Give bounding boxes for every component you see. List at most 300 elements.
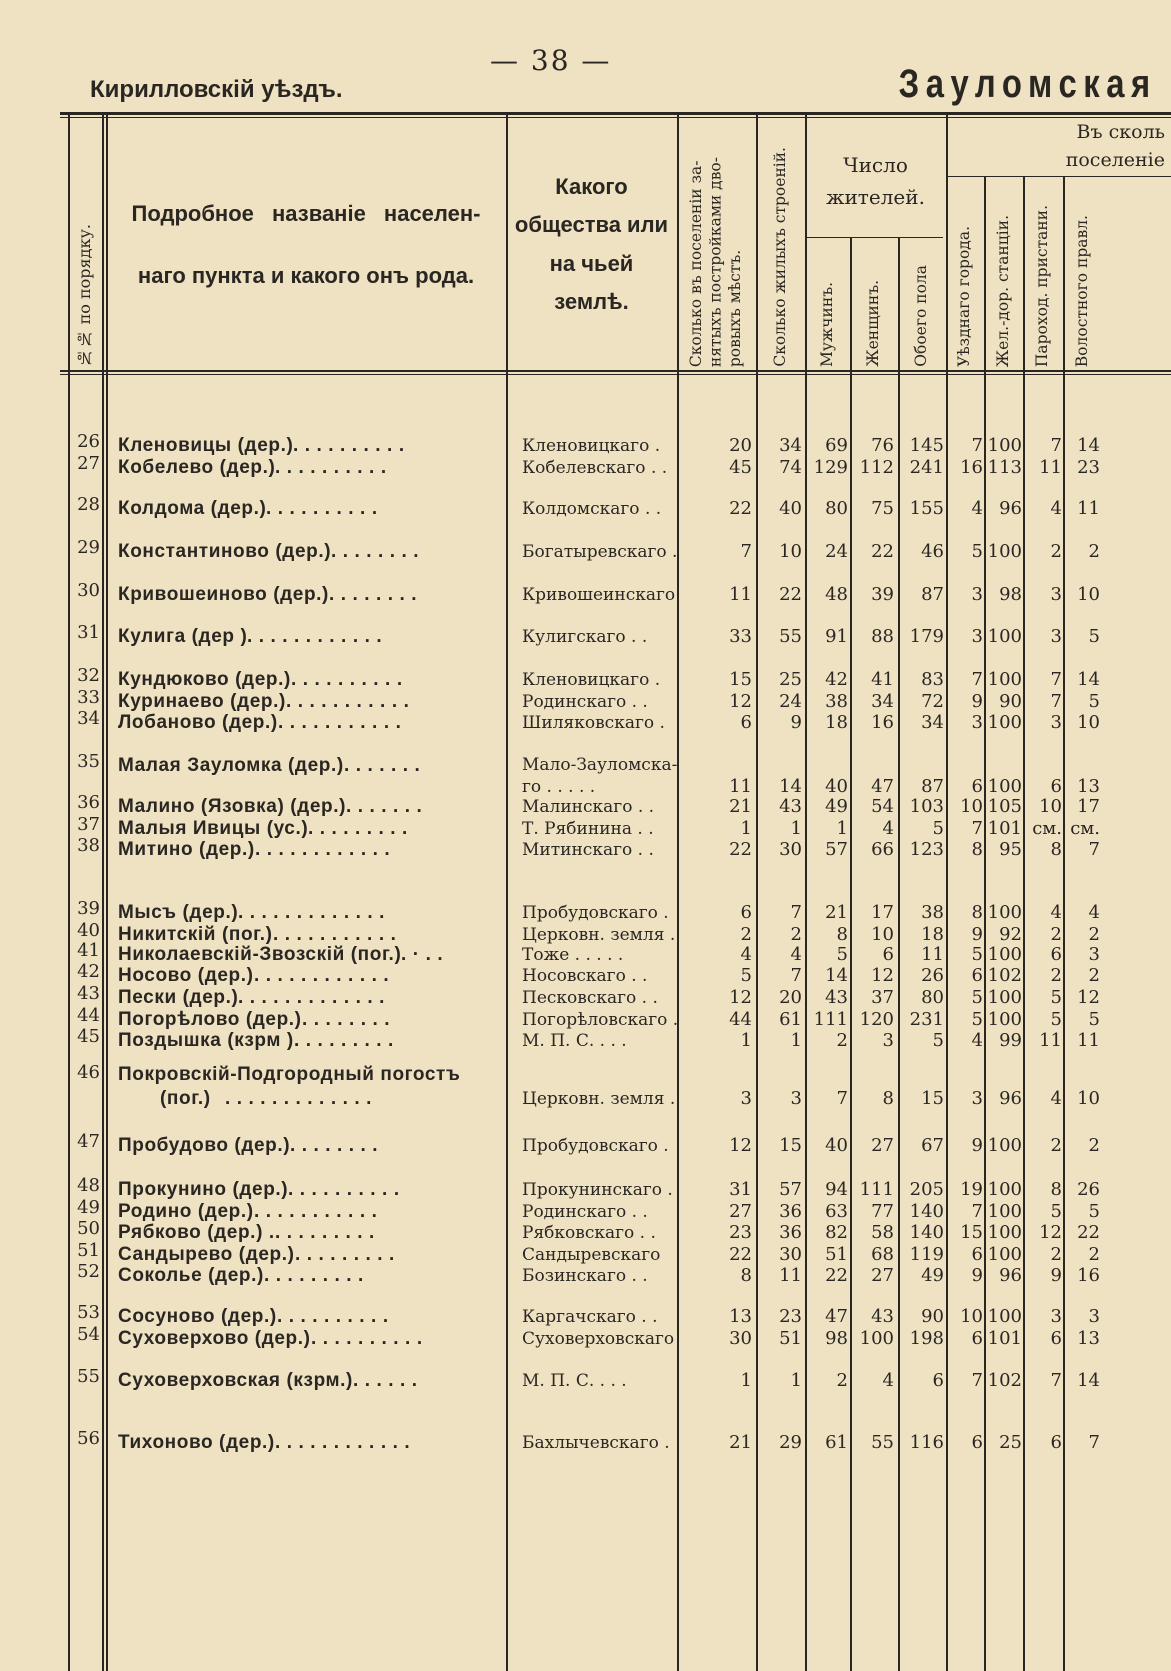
row-number: 31	[77, 622, 100, 643]
buildings-count: 1	[790, 1030, 802, 1051]
men-count: 7	[836, 1088, 848, 1109]
households-count: 33	[729, 626, 752, 647]
buildings-count: 9	[790, 712, 802, 733]
buildings-count: 20	[779, 987, 802, 1008]
place-name: Митино (дер.)	[118, 839, 255, 860]
place-name: Поздышка (кзрм )	[118, 1030, 294, 1051]
dist-town: 9	[971, 924, 983, 945]
row-number: 50	[77, 1218, 100, 1239]
both-count: 179	[909, 626, 944, 647]
header-bottom-rule	[60, 370, 1171, 372]
women-count: 34	[871, 691, 894, 712]
dist-volost: 13	[1077, 776, 1100, 797]
society-name-cont: Церковн. земля .	[522, 1089, 676, 1109]
col-header-men: Мужчинъ.	[817, 282, 836, 367]
dist-volost: 2	[1088, 541, 1100, 562]
buildings-count: 1	[790, 1370, 802, 1391]
society-name: Пробудовскаго .	[522, 903, 669, 923]
dist-rail: 100	[987, 1222, 1022, 1243]
leader-dots: . . . . . . . . . .	[293, 435, 405, 456]
dist-town: 7	[971, 435, 983, 456]
households-count: 1	[740, 1030, 752, 1051]
dist-volost: 10	[1077, 584, 1100, 605]
men-count: 111	[813, 1009, 848, 1030]
place-name: Сандырево (дер.)	[118, 1244, 295, 1265]
dist-town: 8	[971, 839, 983, 860]
buildings-count: 40	[779, 498, 802, 519]
dist-rail: 100	[987, 435, 1022, 456]
dist-rail: 96	[999, 498, 1022, 519]
dist-volost: 10	[1077, 712, 1100, 733]
dist-pier: 2	[1050, 965, 1062, 986]
dist-volost: 12	[1077, 987, 1100, 1008]
col-header-buildings: Сколько жилыхъ строеній.	[770, 147, 789, 367]
dist-pier: 3	[1050, 584, 1062, 605]
col-header-name: Подробное названіе населен- наго пункта и какого онъ рода.	[131, 200, 481, 288]
women-count: 6	[882, 944, 894, 965]
leader-dots: . . . . . . .	[344, 755, 421, 776]
dist-pier: 11	[1039, 1030, 1062, 1051]
society-name: Малинскаго . .	[522, 797, 655, 817]
households-count: 23	[729, 1222, 752, 1243]
society-name: М. П. С. . . .	[522, 1031, 627, 1051]
households-count: 45	[729, 457, 752, 478]
dist-pier: 9	[1050, 1265, 1062, 1286]
dist-pier: 8	[1050, 1179, 1062, 1200]
dist-volost: 2	[1088, 965, 1100, 986]
place-name: Покровскій-Подгородный погостъ	[118, 1064, 461, 1085]
society-name: Митинскаго . .	[522, 840, 654, 860]
men-count: 42	[825, 669, 848, 690]
households-count: 31	[729, 1179, 752, 1200]
row-number: 30	[77, 580, 100, 601]
dist-group-rule	[948, 176, 1171, 177]
households-count: 13	[729, 1306, 752, 1327]
men-count: 18	[825, 712, 848, 733]
place-name: Пробудово (дер.)	[118, 1135, 291, 1156]
women-count: 4	[882, 1370, 894, 1391]
buildings-count: 43	[779, 796, 802, 817]
both-count: 34	[921, 712, 944, 733]
dist-town: 19	[960, 1179, 983, 1200]
men-count: 14	[825, 965, 848, 986]
dist-pier: 5	[1050, 1201, 1062, 1222]
buildings-count: 15	[779, 1135, 802, 1156]
col-header-distance: Въ сколь поселеніе	[1065, 121, 1165, 171]
both-count: 26	[921, 965, 944, 986]
place-name-cont: (пог.)	[160, 1088, 211, 1109]
row-number: 34	[77, 708, 100, 729]
both-count: 231	[909, 1009, 944, 1030]
volost-heading: Зауломская	[898, 62, 1157, 106]
place-name: Родино (дер.)	[118, 1201, 254, 1222]
dist-town: 3	[971, 584, 983, 605]
row-number: 56	[77, 1428, 100, 1449]
dist-volost: 7	[1088, 1432, 1100, 1453]
dist-volost: 11	[1077, 498, 1100, 519]
society-name: Песковскаго . .	[522, 988, 658, 1008]
dist-rail: 100	[987, 776, 1022, 797]
dist-volost: 23	[1077, 457, 1100, 478]
society-name: Сандыревскаго	[522, 1245, 661, 1265]
dist-volost: 2	[1088, 924, 1100, 945]
row-number: 46	[77, 1062, 100, 1083]
row-number: 43	[77, 983, 100, 1004]
both-count: 11	[921, 944, 944, 965]
dist-pier: 12	[1039, 1222, 1062, 1243]
dist-pier: 7	[1050, 669, 1062, 690]
dist-pier: 2	[1050, 1135, 1062, 1156]
buildings-count: 10	[779, 541, 802, 562]
society-name: Т. Рябинина . .	[522, 819, 654, 839]
men-count: 48	[825, 584, 848, 605]
dist-volost: 22	[1077, 1222, 1100, 1243]
dist-town: 9	[971, 1265, 983, 1286]
row-number: 39	[77, 898, 100, 919]
dist-volost: 14	[1077, 1370, 1100, 1391]
place-name: Малая Зауломка (дер.)	[118, 755, 344, 776]
dist-town: 6	[971, 776, 983, 797]
dist-volost: 5	[1088, 1201, 1100, 1222]
households-count: 1	[740, 818, 752, 839]
households-count: 12	[729, 691, 752, 712]
dist-town: 7	[971, 818, 983, 839]
buildings-count: 30	[779, 1244, 802, 1265]
dist-volost: 10	[1077, 1088, 1100, 1109]
men-count: 51	[825, 1244, 848, 1265]
society-name: Церковн. земля .	[522, 925, 676, 945]
both-count: 205	[909, 1179, 944, 1200]
buildings-count: 57	[779, 1179, 802, 1200]
society-name: Прокунинскаго .	[522, 1180, 673, 1200]
households-count: 22	[729, 1244, 752, 1265]
buildings-count: 29	[779, 1432, 802, 1453]
men-count: 8	[836, 924, 848, 945]
dist-rail: 100	[987, 712, 1022, 733]
men-count: 49	[825, 796, 848, 817]
dist-pier: 3	[1050, 1306, 1062, 1327]
dist-pier: 3	[1050, 712, 1062, 733]
place-name: Лобаново (дер.)	[118, 712, 278, 733]
dist-volost: 14	[1077, 669, 1100, 690]
dist-pier: 10	[1039, 796, 1062, 817]
leader-dots: . . . . . . . . . .	[288, 1179, 400, 1200]
women-count: 58	[871, 1222, 894, 1243]
men-count: 57	[825, 839, 848, 860]
row-number: 49	[77, 1197, 100, 1218]
buildings-count: 24	[779, 691, 802, 712]
dist-town: 4	[971, 498, 983, 519]
society-name: Каргачскаго . .	[522, 1307, 658, 1327]
leader-dots: . . . . . . . . .	[275, 1222, 375, 1243]
buildings-count: 25	[779, 669, 802, 690]
place-name: Пески (дер.)	[118, 987, 239, 1008]
dist-pier: 11	[1039, 457, 1062, 478]
households-count: 1	[740, 1370, 752, 1391]
society-name: Родинскаго . .	[522, 1202, 648, 1222]
dist-volost: 7	[1088, 839, 1100, 860]
leader-dots: . . . . . . . . . . . .	[247, 626, 383, 647]
men-count: 69	[825, 435, 848, 456]
leader-dots: . . . . . . . . . .	[266, 498, 378, 519]
leader-dots: . . . . . . . . . . . .	[255, 839, 391, 860]
place-name: Рябково (дер.) .	[118, 1222, 275, 1243]
place-name: Кундюково (дер.)	[118, 669, 291, 690]
dist-pier: 3	[1050, 626, 1062, 647]
men-count: 80	[825, 498, 848, 519]
leader-dots: . . . . . . . . .	[308, 818, 408, 839]
census-table	[60, 112, 1171, 1671]
dist-town: 6	[971, 1432, 983, 1453]
women-count: 10	[871, 924, 894, 945]
row-number: 55	[77, 1366, 100, 1387]
buildings-count: 3	[790, 1088, 802, 1109]
buildings-count: 2	[790, 924, 802, 945]
leader-dots: . . . . . . . . . . .	[286, 691, 410, 712]
leader-dots: . . . . . . . . . .	[275, 457, 387, 478]
women-count: 27	[871, 1135, 894, 1156]
households-count: 3	[740, 1088, 752, 1109]
dist-rail: 100	[987, 669, 1022, 690]
society-name: М. П. С. . . .	[522, 1371, 627, 1391]
buildings-count: 7	[790, 902, 802, 923]
both-count: 90	[921, 1306, 944, 1327]
both-count: 145	[909, 435, 944, 456]
women-count: 22	[871, 541, 894, 562]
dist-rail: 101	[987, 1328, 1022, 1349]
dist-rail: 100	[987, 1135, 1022, 1156]
dist-volost: 26	[1077, 1179, 1100, 1200]
leader-dots: . . . . . . . . . .	[311, 1328, 423, 1349]
buildings-count: 61	[779, 1009, 802, 1030]
dist-town: 6	[971, 1328, 983, 1349]
men-count: 94	[825, 1179, 848, 1200]
buildings-count: 1	[790, 818, 802, 839]
both-count: 87	[921, 776, 944, 797]
row-number: 54	[77, 1324, 100, 1345]
men-count: 61	[825, 1432, 848, 1453]
buildings-count: 22	[779, 584, 802, 605]
men-count: 38	[825, 691, 848, 712]
households-count: 6	[740, 902, 752, 923]
leader-dots: . . . . . . . . . .	[291, 669, 403, 690]
place-name: Константиново (дер.)	[118, 541, 332, 562]
women-count: 47	[871, 776, 894, 797]
both-count: 72	[921, 691, 944, 712]
men-count: 63	[825, 1201, 848, 1222]
both-count: 198	[909, 1328, 944, 1349]
men-count: 40	[825, 1135, 848, 1156]
men-count: 91	[825, 626, 848, 647]
men-count: 43	[825, 987, 848, 1008]
dist-pier: 4	[1050, 498, 1062, 519]
society-name: Рябковскаго . .	[522, 1223, 656, 1243]
men-count: 22	[825, 1265, 848, 1286]
row-number: 37	[77, 814, 100, 835]
dist-town: 5	[971, 987, 983, 1008]
society-name: Родинскаго . .	[522, 692, 648, 712]
dist-rail: 90	[999, 691, 1022, 712]
both-count: 38	[921, 902, 944, 923]
place-name: Прокунино (дер.)	[118, 1179, 289, 1200]
page-number: — 38 —	[490, 44, 612, 77]
leader-dots: . . . . . . . .	[302, 1009, 391, 1030]
dist-town: 7	[971, 1370, 983, 1391]
households-count: 12	[729, 987, 752, 1008]
buildings-count: 4	[790, 944, 802, 965]
leader-dots: . . . . . . . . . .	[277, 1306, 389, 1327]
leader-dots: . . . . . . . . . . . . .	[225, 1088, 372, 1109]
women-count: 88	[871, 626, 894, 647]
both-count: 5	[932, 818, 944, 839]
dist-town: 3	[971, 712, 983, 733]
both-count: 6	[932, 1370, 944, 1391]
buildings-count: 51	[779, 1328, 802, 1349]
women-count: 3	[882, 1030, 894, 1051]
buildings-count: 30	[779, 839, 802, 860]
buildings-count: 36	[779, 1201, 802, 1222]
col-header-women: Женщинъ.	[864, 280, 883, 367]
men-count: 1	[836, 818, 848, 839]
dist-town: 6	[971, 1244, 983, 1265]
women-count: 43	[871, 1306, 894, 1327]
both-count: 119	[909, 1244, 944, 1265]
dist-town: 4	[971, 1030, 983, 1051]
dist-volost: 3	[1088, 944, 1100, 965]
dist-rail: 100	[987, 944, 1022, 965]
dist-town: 3	[971, 626, 983, 647]
row-number: 41	[77, 940, 100, 961]
buildings-count: 74	[779, 457, 802, 478]
both-count: 87	[921, 584, 944, 605]
society-name: Кобелевскаго . .	[522, 458, 668, 478]
dist-volost: 4	[1088, 902, 1100, 923]
header-bottom-rule-thin	[60, 374, 1171, 375]
dist-rail: 100	[987, 1179, 1022, 1200]
dist-rail: 105	[987, 796, 1022, 817]
place-name: Колдома (дер.)	[118, 498, 267, 519]
society-name: Шиляковскаго .	[522, 713, 665, 733]
women-count: 77	[871, 1201, 894, 1222]
buildings-count: 55	[779, 626, 802, 647]
both-count: 241	[909, 457, 944, 478]
place-name: Кобелево (дер.)	[118, 457, 276, 478]
both-count: 46	[921, 541, 944, 562]
leader-dots: . . . . . . . .	[331, 541, 420, 562]
households-count: 6	[740, 712, 752, 733]
dist-volost: см.	[1070, 818, 1100, 839]
dist-rail: 25	[999, 1432, 1022, 1453]
dist-pier: 2	[1050, 541, 1062, 562]
both-count: 83	[921, 669, 944, 690]
place-name: Тихоново (дер.)	[118, 1432, 275, 1453]
dist-pier: 6	[1050, 1328, 1062, 1349]
dist-town: 6	[971, 965, 983, 986]
place-name: Мысъ (дер.)	[118, 902, 239, 923]
dist-rail: 102	[987, 1370, 1022, 1391]
leader-dots: . . . . . . . . . . .	[278, 712, 402, 733]
dist-rail: 95	[999, 839, 1022, 860]
buildings-count: 11	[779, 1265, 802, 1286]
col-header-both: Обоего пола	[912, 265, 931, 367]
women-count: 41	[871, 669, 894, 690]
society-name: Богатыревскаго .	[522, 542, 678, 562]
dist-volost: 5	[1088, 1009, 1100, 1030]
society-name: Кривошеинскаго	[522, 585, 676, 605]
dist-volost: 5	[1088, 626, 1100, 647]
row-number: 47	[77, 1131, 100, 1152]
men-count: 47	[825, 1306, 848, 1327]
dist-pier: 2	[1050, 1244, 1062, 1265]
col-header-town: Уѣзднаго города.	[955, 226, 974, 367]
women-count: 54	[871, 796, 894, 817]
leader-dots: . . . . . . . . . . .	[273, 924, 397, 945]
dist-town: 3	[971, 1088, 983, 1109]
row-number: 40	[77, 920, 100, 941]
society-name: Тоже . . . . .	[522, 945, 624, 965]
leader-dots: . . . . . . . . . . . . .	[238, 987, 385, 1008]
men-count: 40	[825, 776, 848, 797]
dist-volost: 13	[1077, 1328, 1100, 1349]
dist-town: 5	[971, 944, 983, 965]
households-count: 27	[729, 1201, 752, 1222]
leader-dots: . . . . . . . . . . . .	[254, 965, 390, 986]
dist-rail: 100	[987, 902, 1022, 923]
women-count: 17	[871, 902, 894, 923]
dist-pier: 6	[1050, 944, 1062, 965]
women-count: 39	[871, 584, 894, 605]
society-name: Бозинскаго . .	[522, 1266, 648, 1286]
women-count: 16	[871, 712, 894, 733]
women-count: 100	[859, 1328, 894, 1349]
leader-dots: . . . . . .	[353, 1370, 418, 1391]
place-name: Малино (Язовка) (дер.)	[118, 796, 347, 817]
dist-town: 9	[971, 1135, 983, 1156]
leader-dots: . . . . . . . .	[329, 584, 418, 605]
place-name: Суховерхово (дер.)	[118, 1328, 311, 1349]
both-count: 80	[921, 987, 944, 1008]
households-count: 5	[740, 965, 752, 986]
households-count: 44	[729, 1009, 752, 1030]
buildings-count: 14	[779, 776, 802, 797]
row-number: 26	[77, 431, 100, 452]
leader-dots: . . . . . . .	[346, 796, 423, 817]
women-count: 8	[882, 1088, 894, 1109]
leader-dots: . . . . . . . . . . . . .	[238, 902, 385, 923]
row-number: 29	[77, 537, 100, 558]
households-count: 7	[740, 541, 752, 562]
dist-rail: 96	[999, 1265, 1022, 1286]
society-name: Колдомскаго . .	[522, 499, 662, 519]
buildings-count: 23	[779, 1306, 802, 1327]
both-count: 116	[909, 1432, 944, 1453]
both-count: 67	[921, 1135, 944, 1156]
society-name: Носовскаго . .	[522, 966, 648, 986]
women-count: 37	[871, 987, 894, 1008]
women-count: 112	[859, 457, 894, 478]
dist-rail: 100	[987, 541, 1022, 562]
place-name: Кулига (дер )	[118, 626, 248, 647]
women-count: 55	[871, 1432, 894, 1453]
dist-pier: 7	[1050, 691, 1062, 712]
men-count: 2	[836, 1370, 848, 1391]
place-name: Кривошеиново (дер.)	[118, 584, 329, 605]
row-number: 35	[77, 751, 100, 772]
society-name: Кулигскаго . .	[522, 627, 648, 647]
households-count: 4	[740, 944, 752, 965]
dist-pier: см.	[1032, 818, 1062, 839]
col-header-no: №№ по порядку.	[75, 223, 94, 367]
